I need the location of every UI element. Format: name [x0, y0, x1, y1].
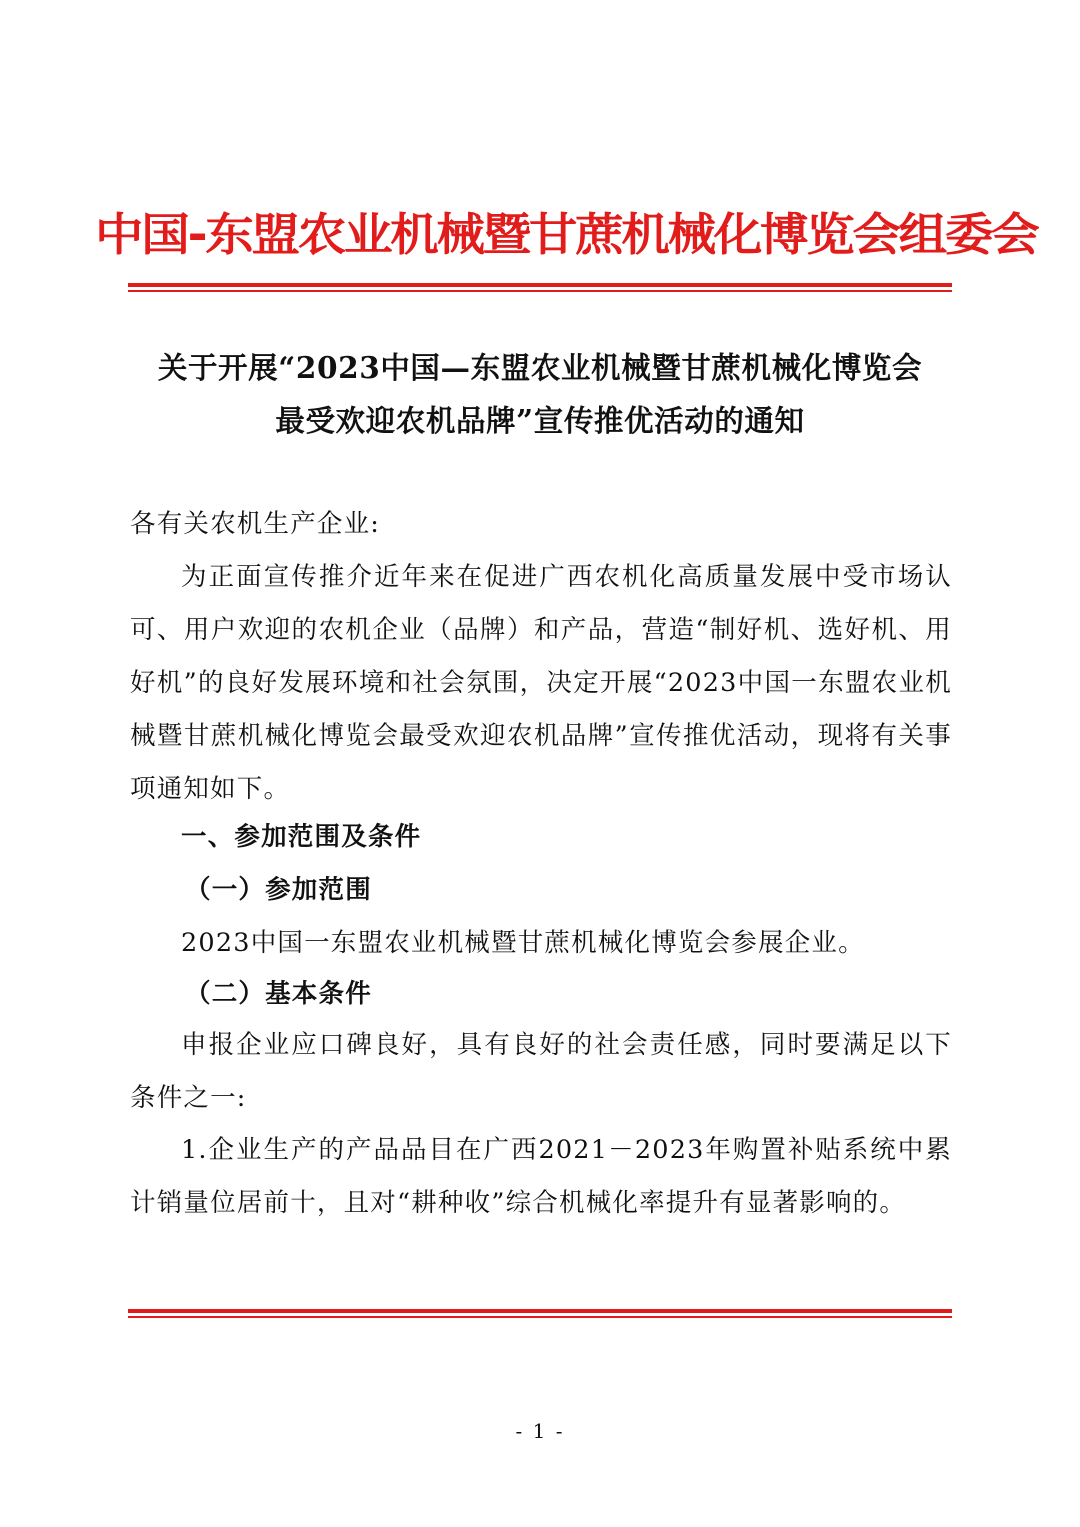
- footer-red-rule: [128, 1309, 952, 1319]
- page-number: - 1 -: [515, 1419, 565, 1443]
- organization-header: 中国-东盟农业机械暨甘蔗机械化博览会组委会: [95, 208, 1038, 261]
- subsection-2-text: 申报企业应口碑良好，具有良好的社会责任感，同时要满足以下条件之一:: [130, 1030, 952, 1113]
- footer-rule-thick-line: [128, 1309, 952, 1313]
- subsection-1-heading: （一）参加范围: [185, 875, 372, 905]
- header-rule-thick-line: [128, 283, 952, 287]
- header-red-rule: [128, 283, 952, 293]
- salutation: 各有关农机生产企业:: [130, 509, 381, 539]
- intro-paragraph: 为正面宣传推介近年来在促进广西农机化高质量发展中受市场认可、用户欢迎的农机企业（品牌）和产品，营造“制好机、选好机、用好机”的良好发展环境和社会氛围，决定开展“2023中国一东盟农业机械暨甘蔗机械化博览会最受欢迎农机品牌”宣传推优活动，现将有关事项通知如下。: [130, 562, 952, 804]
- header-rule-thin-line: [128, 290, 952, 292]
- subsection-1-text: 2023中国一东盟农业机械暨甘蔗机械化博览会参展企业。: [181, 928, 865, 958]
- section-1-heading: 一、参加范围及条件: [181, 822, 422, 852]
- document-title-line-2: 最受欢迎农机品牌”宣传推优活动的通知: [275, 403, 805, 438]
- document-title-line-1: 关于开展“2023中国—东盟农业机械暨甘蔗机械化博览会: [157, 350, 923, 385]
- footer-rule-thin-line: [128, 1316, 952, 1318]
- subsection-2-heading: （二）基本条件: [185, 979, 372, 1009]
- condition-1-paragraph: 1.企业生产的产品品目在广西2021－2023年购置补贴系统中累计销量位居前十，且对“耕种收”综合机械化率提升有显著影响的。: [130, 1135, 952, 1218]
